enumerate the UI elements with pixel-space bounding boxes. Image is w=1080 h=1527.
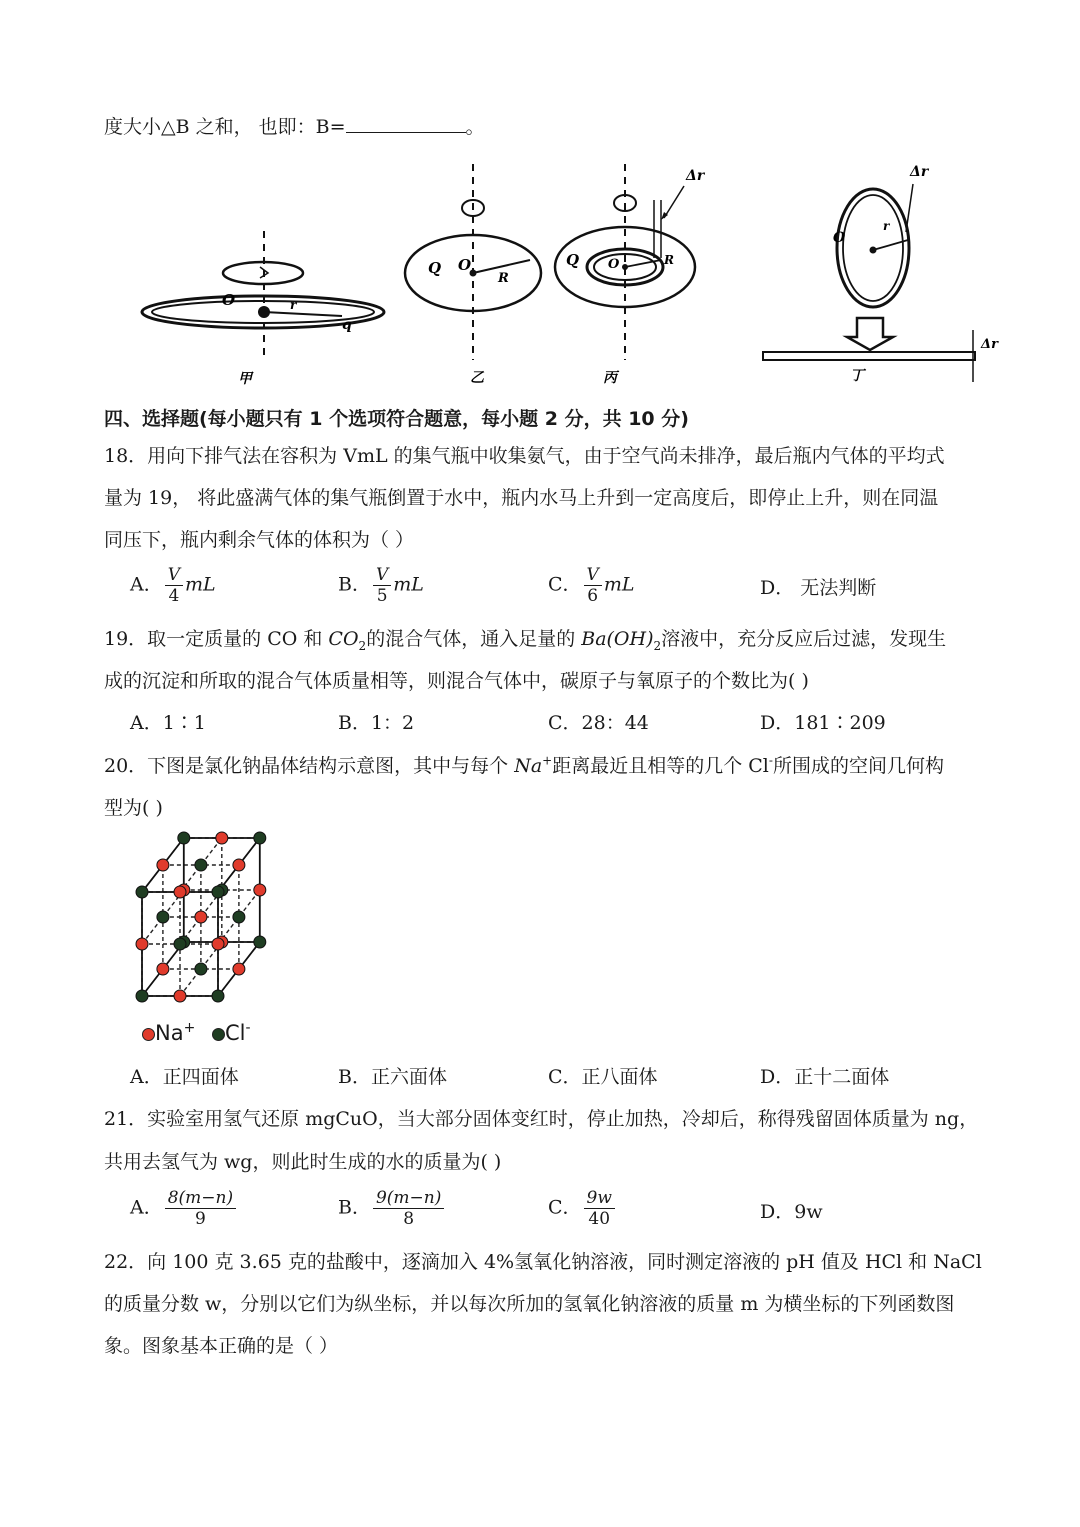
legend-na: Na — [155, 1021, 184, 1045]
q18-option-c[interactable] — [548, 565, 634, 606]
cl-ion — [254, 936, 266, 948]
q18-a-den: 4 — [168, 586, 180, 606]
q19-option-c[interactable]: C．28：44 — [548, 712, 649, 734]
q18-b-num: V — [373, 565, 391, 586]
q20-text-c: 所围成的空间几何构 — [772, 755, 944, 777]
q18-a-unit: mL — [185, 573, 216, 596]
na-ion — [233, 963, 245, 975]
svg-text:r: r — [290, 298, 297, 312]
q19-baoh-sub: 2 — [653, 638, 662, 653]
svg-text:q: q — [342, 317, 352, 333]
q20-option-d[interactable]: D．正十二面体 — [760, 1066, 890, 1088]
label-O-bing: O — [608, 257, 620, 272]
q20-na-sup: + — [542, 753, 553, 768]
q20-line1 — [104, 751, 944, 778]
label-R-bing: R — [664, 253, 674, 267]
q19-co2-sub: 2 — [358, 638, 367, 653]
q18-a-label: A． — [130, 573, 163, 596]
na-ion — [174, 886, 186, 898]
legend-na-sup: + — [183, 1020, 196, 1036]
nacl-legend — [142, 1020, 251, 1045]
q20-option-a[interactable]: A．正四面体 — [130, 1066, 239, 1088]
q18-line1: 18．用向下排气法在容积为 VmL 的集气瓶中收集氨气，由于空气尚未排净，最后瓶内气体的平均式 — [104, 445, 945, 467]
q21-c-num: 9w — [584, 1188, 615, 1209]
na-ion — [157, 963, 169, 975]
na-ion — [212, 938, 224, 950]
na-ion — [157, 859, 169, 871]
q21-option-b[interactable] — [338, 1188, 446, 1229]
q21-a-num: 8(m−n) — [165, 1188, 236, 1209]
cl-legend-dot — [212, 1028, 225, 1041]
q21-b-num: 9(m−n) — [373, 1188, 444, 1209]
figure-bing — [548, 160, 718, 385]
q18-line3: 同压下，瓶内剩余气体的体积为（ ） — [104, 529, 415, 551]
na-legend-dot — [142, 1028, 155, 1041]
q19-text-c: 溶液中，充分反应后过滤，发现生 — [661, 628, 947, 650]
q18-option-b[interactable] — [338, 565, 424, 606]
label-Q-bing: Q — [566, 251, 580, 269]
figure-ding — [755, 160, 1005, 385]
cl-ion — [136, 990, 148, 1002]
label-O-yi: O — [458, 256, 472, 274]
q19-baoh: Ba(OH) — [581, 628, 654, 650]
cl-ion — [254, 832, 266, 844]
q20-text-a: 20．下图是氯化钠晶体结构示意图，其中与每个 — [104, 755, 515, 777]
q19-line2: 成的沉淀和所取的混合气体质量相等，则混合气体中，碳原子与氧原子的个数比为( ) — [104, 670, 809, 692]
cl-ion — [136, 886, 148, 898]
q21-c-den: 40 — [588, 1209, 611, 1229]
q18-a-num: V — [165, 565, 183, 586]
na-ion — [136, 938, 148, 950]
label-bing: 丙 — [603, 370, 617, 386]
q21-option-d[interactable]: D．9w — [760, 1201, 823, 1223]
q19-text-b: 的混合气体，通入足量的 — [366, 628, 582, 650]
q19-co2: CO — [328, 628, 359, 650]
q19-text-a: 19．取一定质量的 CO 和 — [104, 628, 329, 650]
q18-c-den: 6 — [587, 586, 599, 606]
q18-c-unit: mL — [603, 573, 635, 596]
label-R-yi: R — [498, 271, 509, 286]
label-O-ding: O — [833, 230, 846, 246]
q19-option-a[interactable]: A．1∶1 — [130, 712, 206, 734]
q21-a-label: A． — [130, 1196, 163, 1219]
intro-line — [104, 112, 485, 139]
cl-ion — [212, 886, 224, 898]
cl-ion — [174, 938, 186, 950]
legend-cl: Cl — [225, 1021, 246, 1045]
label-dr-bing: Δr — [686, 168, 705, 184]
q22-line1: 22．向 100 克 3.65 克的盐酸中，逐滴加入 4%氢氧化钠溶液，同时测定溶液的 pH 值及 HCl 和 NaCl — [104, 1251, 982, 1273]
cl-ion — [157, 911, 169, 923]
intro-end: 。 — [465, 116, 485, 138]
cl-ion — [195, 859, 207, 871]
q18-b-label: B． — [338, 573, 371, 596]
q18-option-a[interactable] — [130, 565, 216, 606]
figure-yi — [400, 160, 550, 385]
q20-cl-sup: - — [768, 753, 773, 768]
figure-jia — [130, 225, 400, 390]
q18-c-label: C． — [548, 573, 582, 596]
label-dr-ding: Δr — [910, 164, 929, 180]
q21-option-c[interactable] — [548, 1188, 617, 1229]
na-ion — [174, 990, 186, 1002]
section-heading: 四、选择题(每小题只有 1 个选项符合题意，每小题 2 分，共 10 分) — [104, 408, 689, 430]
q18-c-num: V — [584, 565, 602, 586]
cl-ion — [212, 990, 224, 1002]
q22-line3: 象。图象基本正确的是（ ） — [104, 1335, 339, 1357]
q18-line2: 量为 19， 将此盛满气体的集气瓶倒置于水中，瓶内水马上升到一定高度后，即停止上升，则在同温 — [104, 487, 939, 509]
q20-option-b[interactable]: B．正六面体 — [338, 1066, 447, 1088]
nacl-crystal-figure — [125, 828, 315, 1008]
q22-line2: 的质量分数 w，分别以它们为纵坐标，并以每次所加的氢氧化钠溶液的质量 m 为横坐标的下列函数图 — [104, 1293, 955, 1315]
answer-blank — [346, 116, 466, 133]
label-r-ding: r — [883, 219, 890, 233]
q21-b-label: B． — [338, 1196, 371, 1219]
cl-ion — [233, 911, 245, 923]
q21-line2: 共用去氢气为 wg，则此时生成的水的质量为( ) — [104, 1151, 502, 1173]
q20-option-c[interactable]: C．正八面体 — [548, 1066, 658, 1088]
q21-b-den: 8 — [403, 1209, 415, 1229]
q21-line1: 21．实验室用氢气还原 mgCuO，当大部分固体变红时，停止加热，冷却后，称得残留固体质量为 ng， — [104, 1108, 979, 1130]
legend-cl-sup: - — [245, 1020, 251, 1036]
na-ion — [216, 832, 228, 844]
cl-ion — [195, 963, 207, 975]
q20-line2: 型为( ) — [104, 797, 163, 819]
na-ion — [254, 884, 266, 896]
label-Q-yi: Q — [428, 259, 442, 277]
q21-option-a[interactable] — [130, 1188, 238, 1229]
q19-option-d[interactable]: D．181∶209 — [760, 712, 886, 734]
intro-text: 度大小△B 之和， 也即：B= — [104, 116, 346, 138]
na-ion — [195, 911, 207, 923]
cl-ion — [178, 832, 190, 844]
q18-b-den: 5 — [376, 586, 388, 606]
na-ion — [233, 859, 245, 871]
q20-na: Na — [514, 755, 543, 777]
label-O-jia: O — [222, 291, 236, 309]
label-dr-ding-2: Δr — [981, 337, 998, 352]
label-jia: 甲 — [238, 371, 252, 387]
q21-a-den: 9 — [195, 1209, 206, 1229]
q21-c-label: C． — [548, 1196, 582, 1219]
label-ding: 丁 — [850, 368, 864, 384]
q19-line1 — [104, 624, 946, 653]
q20-text-b: 距离最近且相等的几个 Cl — [552, 755, 769, 777]
label-yi: 乙 — [470, 370, 484, 386]
q19-option-b[interactable]: B．1：2 — [338, 712, 415, 734]
q18-b-unit: mL — [393, 573, 424, 596]
q18-option-d[interactable]: D． 无法判断 — [760, 577, 877, 599]
